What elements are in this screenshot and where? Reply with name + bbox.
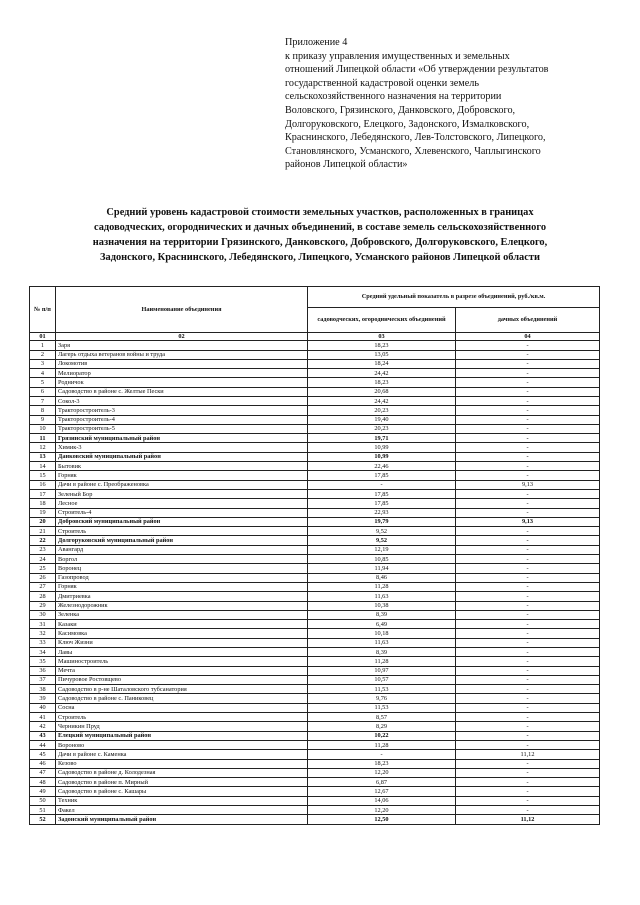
table-row [30, 703, 600, 712]
garden-value: 8,39 [308, 610, 456, 619]
garden-value: 8,39 [308, 648, 456, 657]
row-number: 32 [30, 629, 56, 638]
association-name: Вороново [56, 740, 308, 749]
garden-value: 19,40 [308, 415, 456, 424]
table-row [30, 796, 600, 805]
row-number: 25 [30, 564, 56, 573]
garden-value: 12,19 [308, 545, 456, 554]
garden-value: 10,99 [308, 452, 456, 461]
row-number: 36 [30, 666, 56, 675]
dacha-value: 11,12 [456, 750, 600, 759]
garden-value: 13,05 [308, 350, 456, 359]
garden-value: - [308, 750, 456, 759]
dacha-value: - [456, 499, 600, 508]
association-name: Задонский муниципальный район [56, 815, 308, 824]
dacha-value: - [456, 452, 600, 461]
table-row [30, 740, 600, 749]
appendix-line: Становлянского, Усманского, Хлевенского, Чаплыгинского [285, 145, 541, 157]
dacha-value: - [456, 387, 600, 396]
header-group: Средний удельный показатель в разрезе объединений, руб./кв.м. [308, 287, 600, 308]
row-number: 42 [30, 722, 56, 731]
header-num: № п/п [30, 287, 56, 333]
association-name: Мелиоратор [56, 369, 308, 378]
row-number: 50 [30, 796, 56, 805]
dacha-value: - [456, 555, 600, 564]
association-name: Ключ Жизни [56, 638, 308, 647]
dacha-value: - [456, 806, 600, 815]
district-total-row [30, 434, 600, 443]
appendix-line: к приказу управления имущественных и земельных [285, 50, 510, 62]
title-line: Средний уровень кадастровой стоимости земельных участков, расположенных в границах [106, 207, 534, 218]
row-number: 49 [30, 787, 56, 796]
dacha-value: - [456, 648, 600, 657]
dacha-value: - [456, 434, 600, 443]
association-name: Железнодорожник [56, 601, 308, 610]
garden-value: 20,23 [308, 406, 456, 415]
association-name: Заря [56, 341, 308, 350]
garden-value: 9,76 [308, 694, 456, 703]
dacha-value: - [456, 396, 600, 405]
garden-value: 11,63 [308, 592, 456, 601]
association-name: Дачи в районе с. Каменка [56, 750, 308, 759]
row-number: 29 [30, 601, 56, 610]
row-number: 51 [30, 806, 56, 815]
garden-value: 10,85 [308, 555, 456, 564]
association-name: Черникин Пруд [56, 722, 308, 731]
dacha-value: - [456, 424, 600, 433]
document-title [30, 205, 610, 265]
garden-value: 17,85 [308, 471, 456, 480]
dacha-value: - [456, 582, 600, 591]
dacha-value: - [456, 406, 600, 415]
table-row [30, 648, 600, 657]
row-number: 5 [30, 378, 56, 387]
row-number: 16 [30, 480, 56, 489]
association-name: Бытовик [56, 462, 308, 471]
garden-value: 11,53 [308, 685, 456, 694]
table-row [30, 601, 600, 610]
table-row [30, 489, 600, 498]
association-name: Строитель [56, 527, 308, 536]
association-name: Дмитриевка [56, 592, 308, 601]
garden-value: 18,23 [308, 378, 456, 387]
row-number: 7 [30, 396, 56, 405]
association-name: Лесное [56, 499, 308, 508]
table-row [30, 685, 600, 694]
district-total-row [30, 517, 600, 526]
table-row [30, 620, 600, 629]
garden-value: 12,20 [308, 768, 456, 777]
header-garden: садоводческих, огороднических объединений [308, 308, 456, 333]
garden-value: 18,23 [308, 341, 456, 350]
row-number: 19 [30, 508, 56, 517]
garden-value: 19,79 [308, 517, 456, 526]
dacha-value: - [456, 443, 600, 452]
association-name: Зеленка [56, 610, 308, 619]
garden-value: 18,24 [308, 359, 456, 368]
row-number: 44 [30, 740, 56, 749]
dacha-value: - [456, 489, 600, 498]
garden-value: 9,52 [308, 536, 456, 545]
table-row [30, 471, 600, 480]
row-number: 39 [30, 694, 56, 703]
association-name: Воргол [56, 555, 308, 564]
garden-value: 11,28 [308, 657, 456, 666]
dacha-value: - [456, 768, 600, 777]
table-row [30, 722, 600, 731]
association-name: Горняк [56, 582, 308, 591]
dacha-value: - [456, 462, 600, 471]
association-name: Горняк [56, 471, 308, 480]
dacha-value: - [456, 731, 600, 740]
district-total-row [30, 536, 600, 545]
row-number: 22 [30, 536, 56, 545]
association-name: Мечта [56, 666, 308, 675]
dacha-value: - [456, 620, 600, 629]
garden-value: 6,87 [308, 778, 456, 787]
dacha-value: - [456, 350, 600, 359]
header-dacha: дачных объединений [456, 308, 600, 333]
association-name: Машиностроитель [56, 657, 308, 666]
title-line: назначения на территории Грязинского, Данковского, Добровского, Долгоруковского, Елецкого, [92, 237, 548, 248]
table-row [30, 527, 600, 536]
association-name: Факел [56, 806, 308, 815]
col-number: 03 [308, 333, 456, 341]
garden-value: 11,53 [308, 703, 456, 712]
association-name: Тракторостроитель-5 [56, 424, 308, 433]
association-name: Садоводство в р-не Шаталовского тубсанатория [56, 685, 308, 694]
table-row [30, 387, 600, 396]
row-number: 34 [30, 648, 56, 657]
table-row [30, 443, 600, 452]
association-name: Садоводство в районе п. Мирный [56, 778, 308, 787]
association-name: Долгоруковский муниципальный район [56, 536, 308, 545]
row-number: 28 [30, 592, 56, 601]
table-row [30, 787, 600, 796]
association-name: Воронец [56, 564, 308, 573]
row-number: 43 [30, 731, 56, 740]
table-row [30, 750, 600, 759]
table-row [30, 341, 600, 350]
table-row [30, 508, 600, 517]
dacha-value: - [456, 564, 600, 573]
association-name: Дачи в районе с. Преображеновка [56, 480, 308, 489]
dacha-value: - [456, 666, 600, 675]
association-name: Строитель [56, 713, 308, 722]
dacha-value: - [456, 369, 600, 378]
association-name: Лагерь отдыха ветеранов войны и труда [56, 350, 308, 359]
dacha-value: - [456, 787, 600, 796]
dacha-value: - [456, 415, 600, 424]
row-number: 37 [30, 675, 56, 684]
garden-value: 11,94 [308, 564, 456, 573]
garden-value: 12,50 [308, 815, 456, 824]
dacha-value: - [456, 713, 600, 722]
appendix-line: Краснинского, Лебедянского, Лев-Толстовского, Липецкого, [285, 132, 546, 144]
dacha-value: - [456, 341, 600, 350]
row-number: 10 [30, 424, 56, 433]
row-number: 41 [30, 713, 56, 722]
dacha-value: - [456, 759, 600, 768]
table-row [30, 582, 600, 591]
garden-value: 20,23 [308, 424, 456, 433]
row-number: 15 [30, 471, 56, 480]
dacha-value: - [456, 722, 600, 731]
dacha-value: - [456, 359, 600, 368]
garden-value: 10,22 [308, 731, 456, 740]
row-number: 8 [30, 406, 56, 415]
col-number: 01 [30, 333, 56, 341]
garden-value: 9,52 [308, 527, 456, 536]
garden-value: 8,46 [308, 573, 456, 582]
association-name: Садоводство в районе с. Желтые Пески [56, 387, 308, 396]
association-name: Лавы [56, 648, 308, 657]
garden-value: 10,57 [308, 675, 456, 684]
association-name: Добровский муниципальный район [56, 517, 308, 526]
table-row [30, 396, 600, 405]
garden-value: 22,93 [308, 508, 456, 517]
association-name: Авангард [56, 545, 308, 554]
row-number: 20 [30, 517, 56, 526]
association-name: Елецкий муниципальный район [56, 731, 308, 740]
appendix-note [285, 36, 615, 172]
row-number: 17 [30, 489, 56, 498]
district-total-row [30, 731, 600, 740]
table-row [30, 694, 600, 703]
garden-value: 20,68 [308, 387, 456, 396]
table-row [30, 350, 600, 359]
garden-value: 18,23 [308, 759, 456, 768]
garden-value: 24,42 [308, 369, 456, 378]
garden-value: 12,20 [308, 806, 456, 815]
dacha-value: - [456, 527, 600, 536]
district-total-row [30, 815, 600, 824]
row-number: 9 [30, 415, 56, 424]
association-name: Казаки [56, 620, 308, 629]
dacha-value: - [456, 685, 600, 694]
association-name: Тракторостроитель-4 [56, 415, 308, 424]
garden-value: 17,85 [308, 499, 456, 508]
col-number: 02 [56, 333, 308, 341]
row-number: 35 [30, 657, 56, 666]
table-row [30, 778, 600, 787]
cost-table [29, 286, 600, 825]
garden-value: 22,46 [308, 462, 456, 471]
row-number: 52 [30, 815, 56, 824]
row-number: 13 [30, 452, 56, 461]
association-name: Садоводство в районе д. Колодезная [56, 768, 308, 777]
dacha-value: - [456, 796, 600, 805]
row-number: 47 [30, 768, 56, 777]
garden-value: - [308, 480, 456, 489]
appendix-line: Воловского, Грязинского, Данковского, Добровского, [285, 104, 516, 116]
table-row [30, 629, 600, 638]
dacha-value: - [456, 703, 600, 712]
association-name: Тракторостроитель-3 [56, 406, 308, 415]
row-number: 46 [30, 759, 56, 768]
dacha-value: - [456, 573, 600, 582]
table-row [30, 592, 600, 601]
title-line: Задонского, Краснинского, Лебедянского, Липецкого, Усманского районов Липецкой области [100, 252, 540, 263]
dacha-value: - [456, 545, 600, 554]
header-name: Наименование объединения [56, 287, 308, 333]
row-number: 48 [30, 778, 56, 787]
row-number: 2 [30, 350, 56, 359]
dacha-value: - [456, 471, 600, 480]
table-row [30, 499, 600, 508]
garden-value: 8,57 [308, 713, 456, 722]
table-row [30, 675, 600, 684]
row-number: 4 [30, 369, 56, 378]
garden-value: 10,99 [308, 443, 456, 452]
dacha-value: - [456, 592, 600, 601]
association-name: Кезово [56, 759, 308, 768]
garden-value: 24,42 [308, 396, 456, 405]
table-row [30, 555, 600, 564]
table-row [30, 369, 600, 378]
row-number: 24 [30, 555, 56, 564]
association-name: Садоводство в районе с. Паниковец [56, 694, 308, 703]
garden-value: 12,67 [308, 787, 456, 796]
dacha-value: - [456, 629, 600, 638]
row-number: 33 [30, 638, 56, 647]
association-name: Химик-3 [56, 443, 308, 452]
row-number: 1 [30, 341, 56, 350]
association-name: Зеленый Бор [56, 489, 308, 498]
garden-value: 11,63 [308, 638, 456, 647]
association-name: Локомотив [56, 359, 308, 368]
table-row [30, 415, 600, 424]
table-row [30, 406, 600, 415]
association-name: Пичуровое Ростовщево [56, 675, 308, 684]
dacha-value: - [456, 536, 600, 545]
row-number: 6 [30, 387, 56, 396]
col-number: 04 [456, 333, 600, 341]
association-name: Техник [56, 796, 308, 805]
row-number: 26 [30, 573, 56, 582]
association-name: Строитель-4 [56, 508, 308, 517]
row-number: 38 [30, 685, 56, 694]
row-number: 21 [30, 527, 56, 536]
garden-value: 19,71 [308, 434, 456, 443]
association-name: Данковский муниципальный район [56, 452, 308, 461]
appendix-line: государственной кадастровой оценки земель [285, 77, 480, 89]
dacha-value: - [456, 657, 600, 666]
association-name: Сокол-3 [56, 396, 308, 405]
dacha-value: 9,13 [456, 517, 600, 526]
table-row [30, 713, 600, 722]
association-name: Газопровод [56, 573, 308, 582]
garden-value: 10,38 [308, 601, 456, 610]
table-row [30, 657, 600, 666]
dacha-value: - [456, 694, 600, 703]
row-number: 18 [30, 499, 56, 508]
table-row [30, 759, 600, 768]
dacha-value: - [456, 378, 600, 387]
dacha-value: 9,13 [456, 480, 600, 489]
dacha-value: - [456, 675, 600, 684]
dacha-value: - [456, 638, 600, 647]
appendix-line: Долгоруковского, Елецкого, Задонского, Измалковского, [285, 118, 530, 130]
title-line: садоводческих, огороднических и дачных объединений, в составе земель сельскохозяйственного [93, 222, 547, 233]
row-number: 11 [30, 434, 56, 443]
row-number: 40 [30, 703, 56, 712]
row-number: 31 [30, 620, 56, 629]
garden-value: 8,29 [308, 722, 456, 731]
garden-value: 11,28 [308, 582, 456, 591]
association-name: Касимовка [56, 629, 308, 638]
table-row [30, 480, 600, 489]
garden-value: 10,97 [308, 666, 456, 675]
dacha-value: - [456, 740, 600, 749]
row-number: 3 [30, 359, 56, 368]
table-row [30, 806, 600, 815]
row-number: 27 [30, 582, 56, 591]
association-name: Грязинский муниципальный район [56, 434, 308, 443]
table-row [30, 545, 600, 554]
row-number: 45 [30, 750, 56, 759]
association-name: Садоводство в районе с. Кашары [56, 787, 308, 796]
district-total-row [30, 452, 600, 461]
appendix-line: отношений Липецкой области «Об утверждении результатов [285, 64, 549, 76]
table-row [30, 768, 600, 777]
dacha-value: - [456, 601, 600, 610]
table-row [30, 564, 600, 573]
row-number: 23 [30, 545, 56, 554]
table-body [30, 341, 600, 824]
garden-value: 17,85 [308, 489, 456, 498]
association-name: Сосна [56, 703, 308, 712]
dacha-value: - [456, 778, 600, 787]
table-row [30, 638, 600, 647]
garden-value: 11,28 [308, 740, 456, 749]
appendix-line: районов Липецкой области» [285, 159, 408, 171]
appendix-line: Приложение 4 [285, 37, 348, 48]
dacha-value: - [456, 508, 600, 517]
table-row [30, 424, 600, 433]
garden-value: 14,06 [308, 796, 456, 805]
dacha-value: 11,12 [456, 815, 600, 824]
table-row [30, 610, 600, 619]
association-name: Родничок [56, 378, 308, 387]
table-row [30, 573, 600, 582]
table-row [30, 359, 600, 368]
table-row [30, 462, 600, 471]
appendix-line: сельскохозяйственного назначения на территории [285, 91, 502, 103]
garden-value: 10,18 [308, 629, 456, 638]
row-number: 12 [30, 443, 56, 452]
row-number: 30 [30, 610, 56, 619]
table-row [30, 666, 600, 675]
row-number: 14 [30, 462, 56, 471]
garden-value: 6,49 [308, 620, 456, 629]
dacha-value: - [456, 610, 600, 619]
table-row [30, 378, 600, 387]
